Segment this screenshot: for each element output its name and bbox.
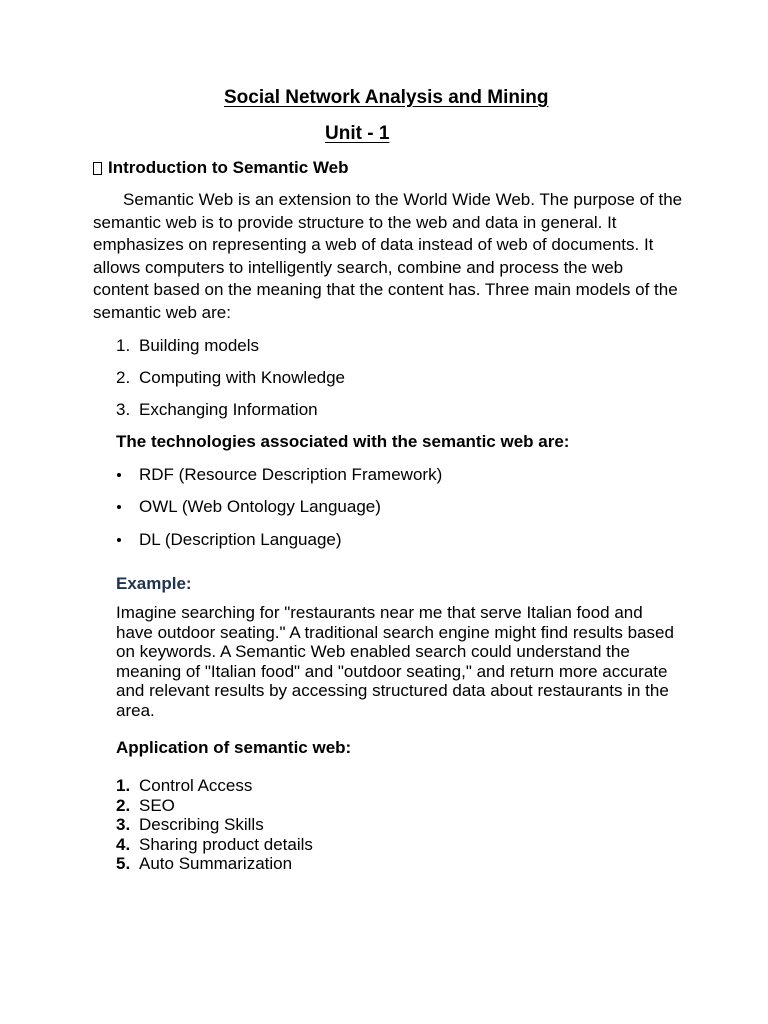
list-item-text: DL (Description Language) [139,530,342,549]
list-item [116,815,264,835]
intro-paragraph [93,189,683,325]
list-item [116,465,442,485]
list-item-text: Building models [139,336,260,355]
list-item [116,368,345,388]
section-heading [93,158,349,178]
unit-heading: Unit - 1 [325,123,390,144]
list-item [116,776,252,796]
list-item [116,336,259,356]
intro-paragraph-text: Semantic Web is an extension to the World Wide Web. The purpose of the semantic web is to provide structure to the web and data in general. It emphasizes on representing a web of data instead of web of documents. It allows computers to intelligently search, combine and process the web content based on the meaning that the content has. Three main models of the semantic web are: [93,190,683,322]
document-title: Social Network Analysis and Mining [224,87,549,108]
list-item-text: Auto Summarization [139,854,293,873]
list-number: 3. [116,815,131,834]
list-item-text: Describing Skills [139,815,264,834]
example-heading: Example: [116,574,192,593]
list-number: 5. [116,854,131,873]
list-number: 3. [116,400,131,419]
list-item [116,796,175,816]
applications-heading: Application of semantic web: [116,738,352,757]
list-item-text: Sharing product details [139,835,313,854]
list-number: 1. [116,336,131,355]
list-item-text: OWL (Web Ontology Language) [139,497,381,516]
example-paragraph: Imagine searching for "restaurants near me that serve Italian food and have outdoor seating." A traditional search engine might find results based on keywords. A Semantic Web enabled search could understand the meaning of "Italian food" and "outdoor seating," and return more accurate and relevant results by accessing structured data about restaurants in the area. [116,603,674,720]
list-number: 2. [116,796,131,815]
bullet-icon [117,473,121,477]
list-item-text: Exchanging Information [139,400,318,419]
missing-glyph-box-icon [93,162,102,175]
list-item [116,400,318,420]
list-item [116,835,313,855]
list-item-text: SEO [139,796,175,815]
list-item-text: Control Access [139,776,253,795]
bullet-icon [117,505,121,509]
list-number: 2. [116,368,131,387]
section-heading-text: Introduction to Semantic Web [108,158,349,177]
list-item-text: Computing with Knowledge [139,368,346,387]
list-item-text: RDF (Resource Description Framework) [139,465,443,484]
list-item [116,854,292,874]
list-item [116,530,342,550]
technologies-heading: The technologies associated with the semantic web are: [116,432,570,451]
list-number: 1. [116,776,131,795]
bullet-icon [117,538,121,542]
list-number: 4. [116,835,131,854]
list-item [116,497,381,517]
